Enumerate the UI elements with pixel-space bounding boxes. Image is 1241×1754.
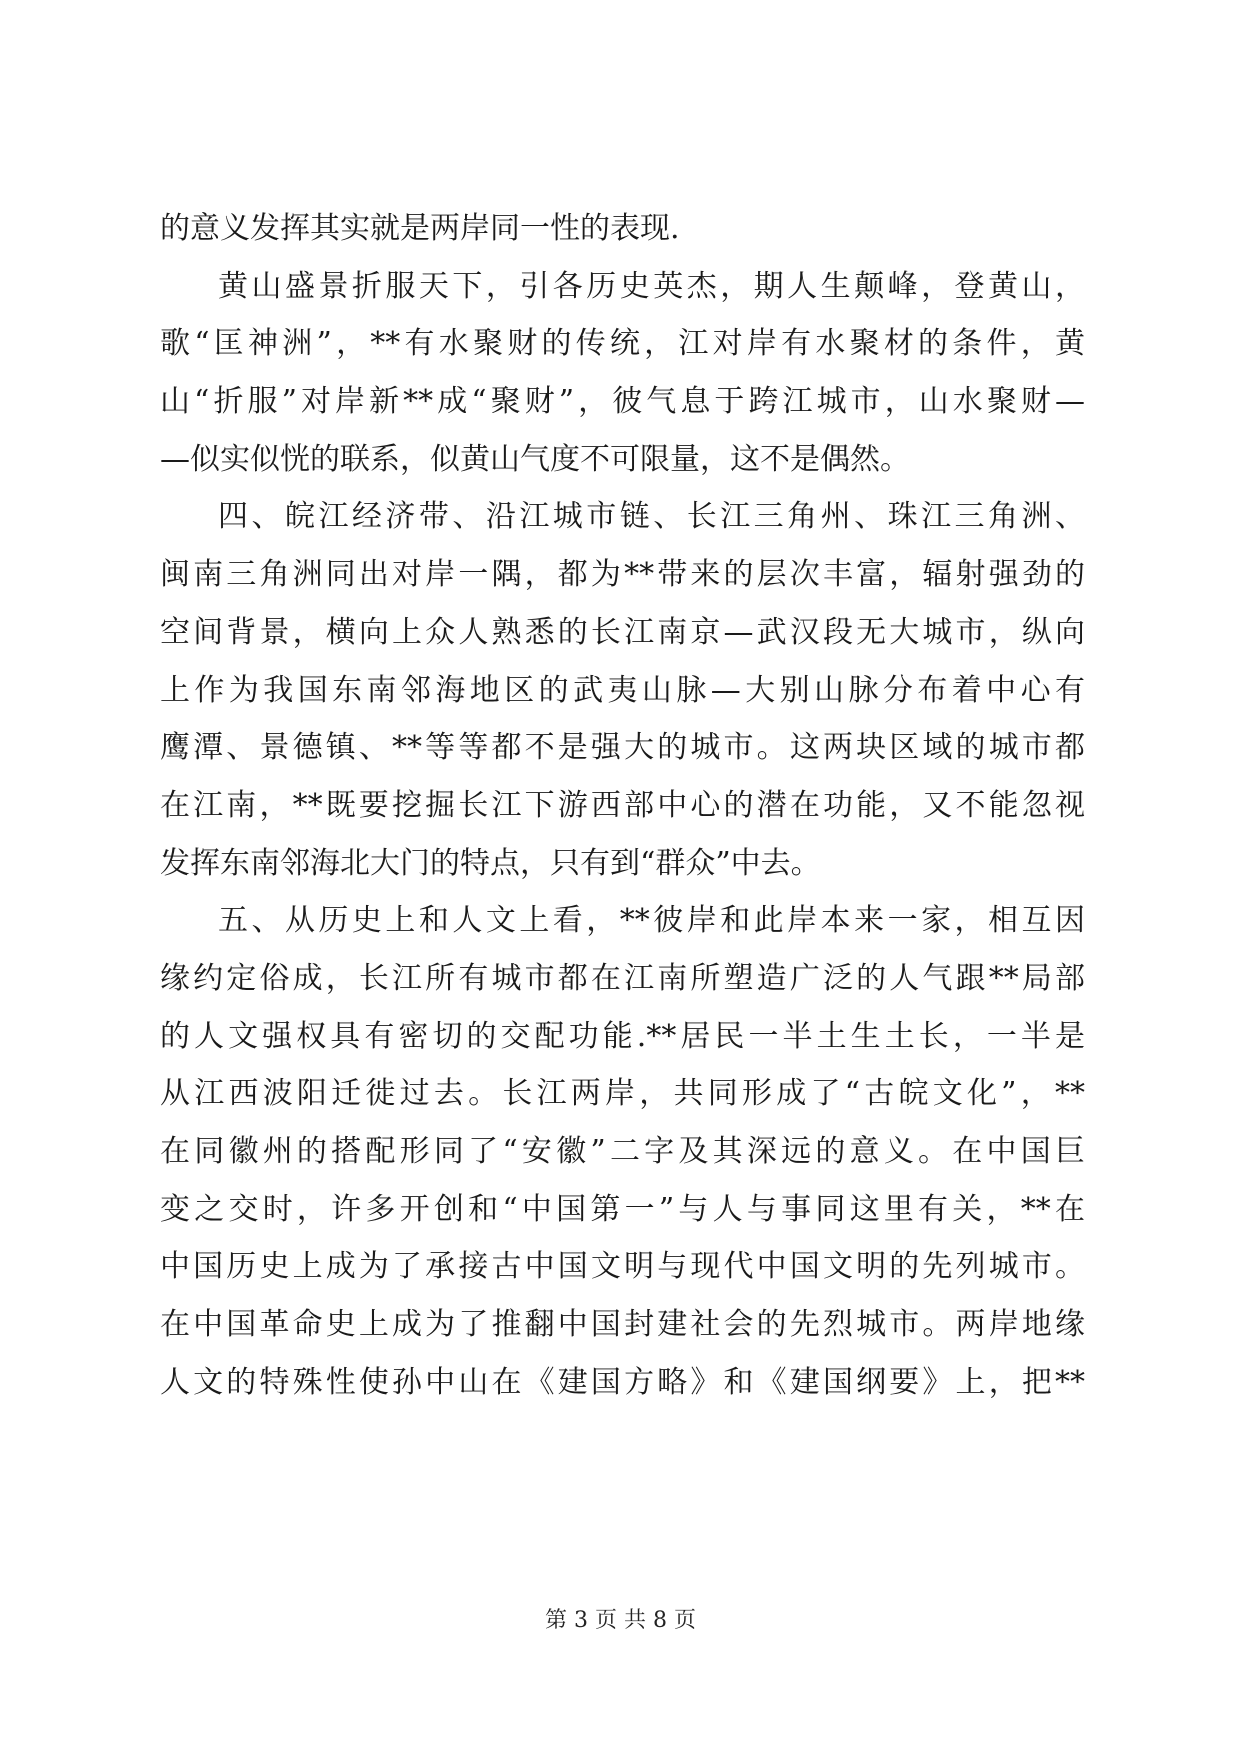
text-line: 发挥东南邻海北大门的特点，只有到“群众”中去。 bbox=[160, 845, 821, 881]
text-line: 五、从历史上和人文上看，**彼岸和此岸本来一家，相互因 bbox=[218, 903, 1085, 939]
text-line: 中国历史上成为了承接古中国文明与现代中国文明的先列城市。 bbox=[160, 1249, 1085, 1285]
text-line: 四、皖江经济带、沿江城市链、长江三角州、珠江三角洲、 bbox=[218, 499, 1085, 535]
document-body bbox=[160, 200, 1085, 1411]
text-line: 从江西波阳迁徙过去。长江两岸，共同形成了“古皖文化”，** bbox=[160, 1076, 1085, 1112]
text-line: 山“折服”对岸新**成“聚财”，彼气息于跨江城市，山水聚财— bbox=[160, 384, 1085, 420]
text-line: 上作为我国东南邻海地区的武夷山脉—大别山脉分布着中心有 bbox=[160, 672, 1085, 708]
text-line: 歌“匡神洲”，**有水聚财的传统，江对岸有水聚材的条件，黄 bbox=[160, 326, 1085, 362]
text-line: 在江南，**既要挖掘长江下游西部中心的潜在功能，又不能忽视 bbox=[160, 787, 1085, 823]
text-line: 黄山盛景折服天下，引各历史英杰，期人生颠峰，登黄山， bbox=[218, 268, 1085, 304]
text-line: 变之交时，许多开创和“中国第一”与人与事同这里有关，**在 bbox=[160, 1191, 1085, 1227]
text-line: 空间背景，横向上众人熟悉的长江南京—武汉段无大城市，纵向 bbox=[160, 614, 1085, 650]
text-line: 在中国革命史上成为了推翻中国封建社会的先烈城市。两岸地缘 bbox=[160, 1307, 1085, 1343]
text-line: 闽南三角洲同出对岸一隅，都为**带来的层次丰富，辐射强劲的 bbox=[160, 557, 1085, 593]
text-line: 的意义发挥其实就是两岸同一性的表现. bbox=[160, 211, 680, 246]
page-footer: 第 3 页 共 8 页 bbox=[545, 1608, 696, 1633]
text-line: 人文的特殊性使孙中山在《建国方略》和《建国纲要》上，把** bbox=[160, 1364, 1085, 1400]
text-line: 缘约定俗成，长江所有城市都在江南所塑造广泛的人气跟**局部 bbox=[160, 960, 1085, 996]
text-line: 的人文强权具有密切的交配功能.**居民一半土生土长，一半是 bbox=[160, 1018, 1085, 1054]
text-line: —似实似恍的联系，似黄山气度不可限量，这不是偶然。 bbox=[160, 441, 910, 477]
text-line: 鹰潭、景德镇、**等等都不是强大的城市。这两块区域的城市都 bbox=[160, 730, 1085, 766]
text-line: 在同徽州的搭配形同了“安徽”二字及其深远的意义。在中国巨 bbox=[160, 1134, 1085, 1169]
